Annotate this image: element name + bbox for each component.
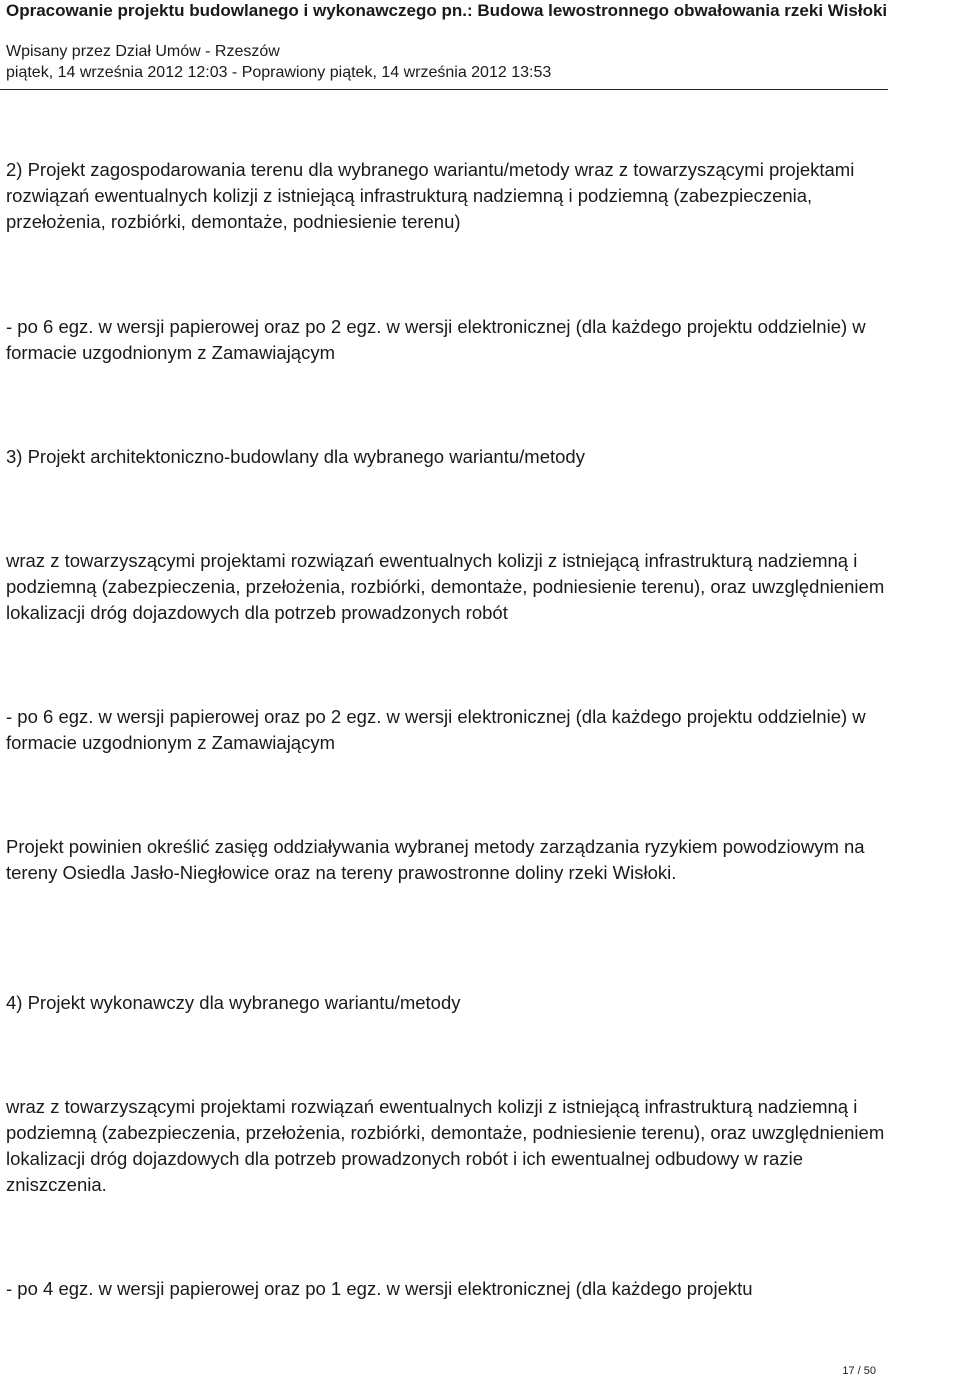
dates-line: piątek, 14 września 2012 12:03 - Poprawiony piątek, 14 września 2012 13:53 — [6, 64, 552, 81]
paragraph-section-3-details: wraz z towarzyszącymi projektami rozwiązań ewentualnych kolizji z istniejącą infrastrukturą nadziemną i podziemną (zabezpieczenia, przełożenia, rozbiórki, demontaże, podniesienie terenu), oraz uwzględnieniem lokalizacji dróg dojazdowych dla potrzeb prowadzonych robót — [6, 550, 885, 623]
page-number: 17 / 50 — [842, 1365, 876, 1377]
paragraph-section-3: 3) Projekt architektoniczno-budowlany dla wybranego wariantu/metody — [6, 446, 585, 467]
paragraph-copies-4: - po 4 egz. w wersji papierowej oraz po 1 egz. w wersji elektronicznej (dla każdego projektu — [6, 1278, 753, 1299]
paragraph-section-4: 4) Projekt wykonawczy dla wybranego wariantu/metody — [6, 992, 461, 1013]
header-divider — [0, 89, 888, 90]
author-line: Wpisany przez Dział Umów - Rzeszów — [6, 43, 280, 60]
paragraph-section-2: 2) Projekt zagospodarowania terenu dla wybranego wariantu/metody wraz z towarzyszącymi projektami rozwiązań ewentualnych kolizji z istniejącą infrastrukturą nadziemną i podziemną (zabezpieczenia, przełożenia, rozbiórki, demontaże, podniesienie terenu) — [6, 159, 855, 232]
document-title: Opracowanie projektu budowlanego i wykonawczego pn.: Budowa lewostronnego obwałowania rzeki Wisłoki — [6, 1, 888, 20]
paragraph-copies-2: - po 6 egz. w wersji papierowej oraz po 2 egz. w wersji elektronicznej (dla każdego projektu oddzielnie) w formacie uzgodnionym z Zamawiającym — [6, 316, 866, 363]
paragraph-flood-risk: Projekt powinien określić zasięg oddziaływania wybranej metody zarządzania ryzykiem powodziowym na tereny Osiedla Jasło-Niegłowice oraz na tereny prawostronne doliny rzeki Wisłoki. — [6, 836, 865, 883]
paragraph-copies-3: - po 6 egz. w wersji papierowej oraz po 2 egz. w wersji elektronicznej (dla każdego projektu oddzielnie) w formacie uzgodnionym z Zamawiającym — [6, 706, 866, 753]
paragraph-section-4-details: wraz z towarzyszącymi projektami rozwiązań ewentualnych kolizji z istniejącą infrastrukturą nadziemną i podziemną (zabezpieczenia, przełożenia, rozbiórki, demontaże, podniesienie terenu), oraz uwzględnieniem lokalizacji dróg dojazdowych dla potrzeb prowadzonych robót i ich ewentualnej odbudowy w razie zniszczenia. — [6, 1096, 885, 1195]
